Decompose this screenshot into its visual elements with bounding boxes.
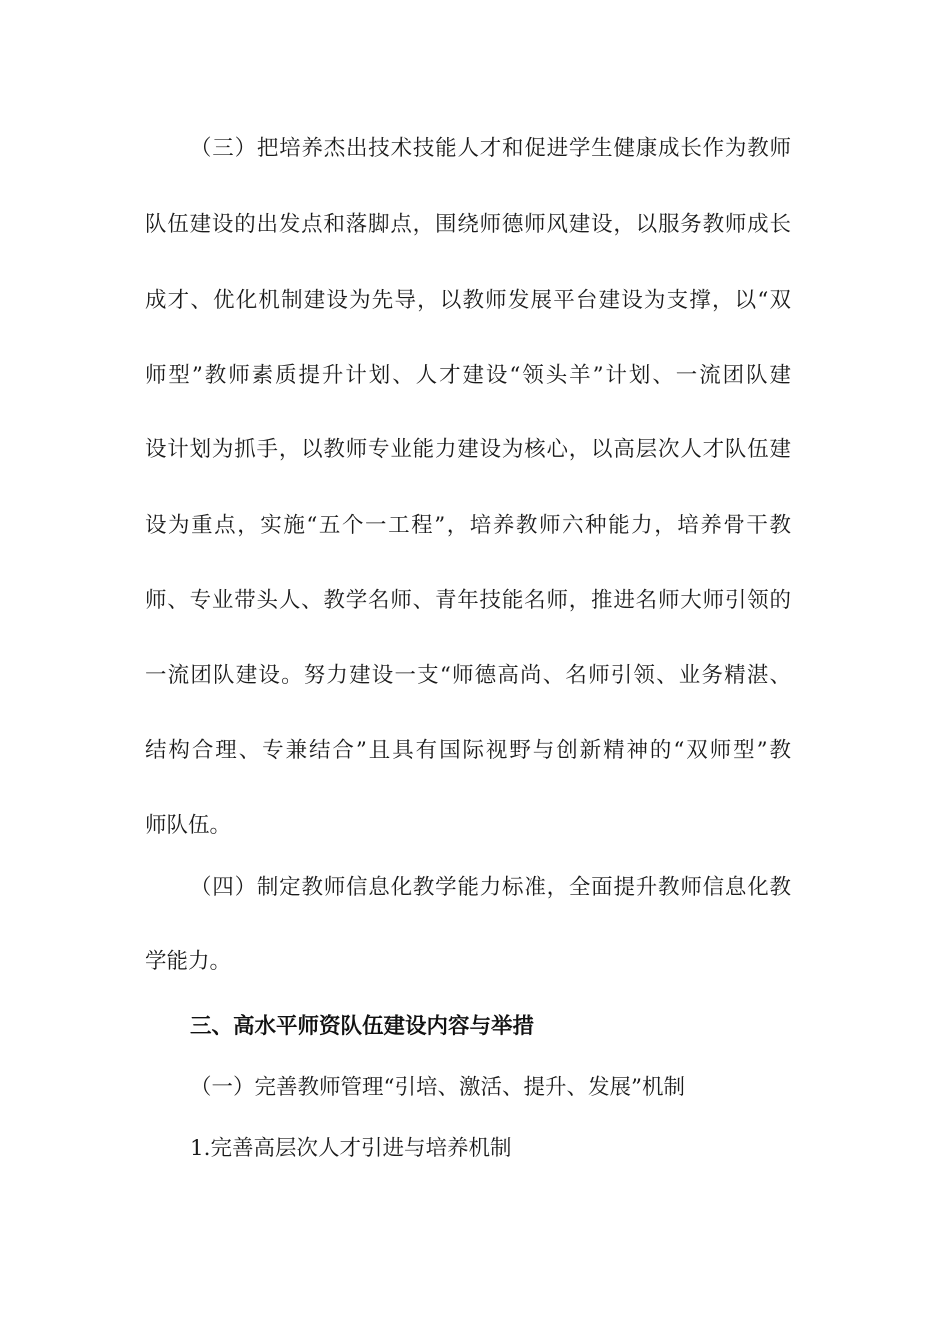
paragraph-3-line-1: （三）把培养杰出技术技能人才和促进学生健康成长作为教师 (190, 136, 791, 161)
subsection-heading: （一）完善教师管理“引培、激活、提升、发展”机制 (190, 1075, 685, 1100)
paragraph-3-line-7: 师、专业带头人、教学名师、青年技能名师，推进名师大师引领的 (145, 588, 791, 613)
paragraph-4-line-2: 学能力。 (145, 949, 232, 974)
paragraph-3-line-4: 师型”教师素质提升计划、人才建设“领头羊”计划、一流团队建 (145, 363, 791, 388)
paragraph-3-line-10: 师队伍。 (145, 813, 232, 838)
item-heading: 1.完善高层次人才引进与培养机制 (190, 1136, 512, 1161)
paragraph-3-line-9: 结构合理、专兼结合”且具有国际视野与创新精神的“双师型”教 (145, 738, 791, 763)
paragraph-3-line-5: 设计划为抓手，以教师专业能力建设为核心，以高层次人才队伍建 (145, 437, 791, 462)
paragraph-3-line-6: 设为重点，实施“五个一工程”，培养教师六种能力，培养骨干教 (145, 513, 791, 538)
paragraph-3-line-8: 一流团队建设。努力建设一支“师德高尚、名师引领、业务精湛、 (145, 663, 791, 688)
paragraph-3-line-2: 队伍建设的出发点和落脚点，围绕师德师风建设，以服务教师成长 (145, 212, 791, 237)
paragraph-3-line-3: 成才、优化机制建设为先导，以教师发展平台建设为支撑，以“双 (145, 288, 791, 313)
section-heading: 三、高水平师资队伍建设内容与举措 (190, 1014, 535, 1039)
paragraph-4-line-1: （四）制定教师信息化教学能力标准，全面提升教师信息化教 (190, 875, 791, 900)
